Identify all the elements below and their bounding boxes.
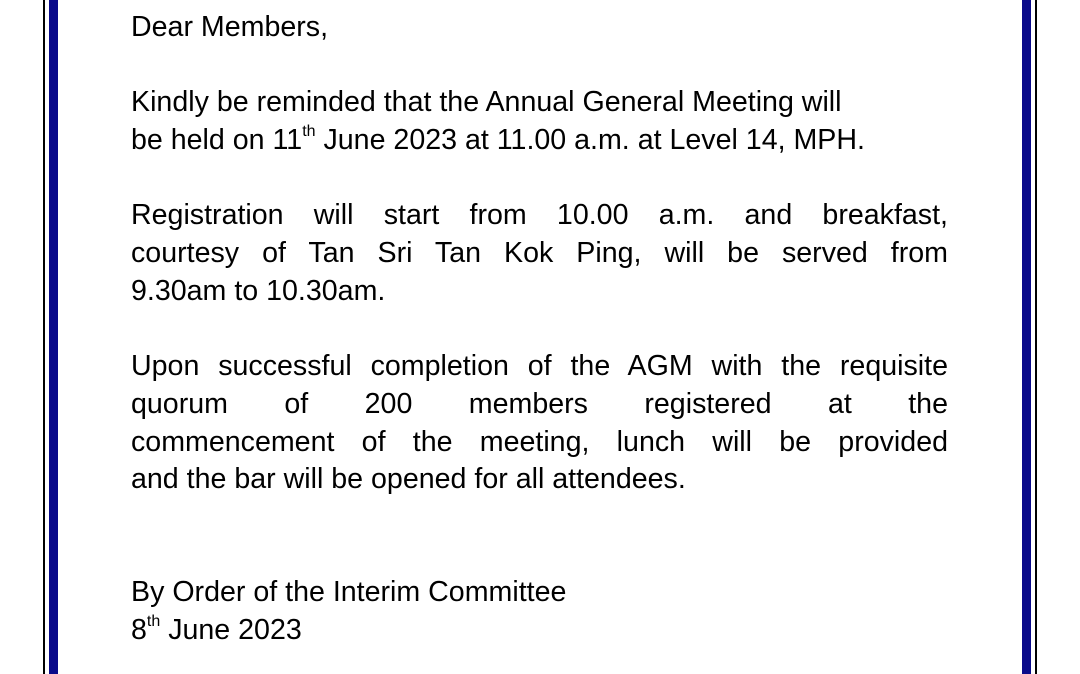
letter-body [131, 9, 948, 650]
signoff: By Order of the Interim Committee [131, 576, 567, 609]
left-border-band [49, 0, 58, 674]
right-border-band [1022, 0, 1031, 674]
right-border-line [1035, 0, 1037, 674]
salutation: Dear Members, [131, 11, 329, 43]
paragraph-registration: Registration will start from 10.00 a.m. and breakfast, courtesy of Tan Sri Tan Kok Ping, will be served from 9.30am to 10.30am. [131, 199, 948, 307]
paragraph-lunch: Upon successful completion of the AGM with the requisite quorum of 200 members registered at the commencement of the meeting, lunch will be provided and the bar will be opened for all attendees. [131, 350, 948, 496]
letter-date: 8th June 2023 [131, 613, 302, 646]
paragraph-agm-notice: Kindly be reminded that the Annual General Meeting will be held on 11th June 2023 at 11.00 a.m. at Level 14, MPH. [131, 86, 865, 157]
left-border-line [43, 0, 45, 674]
